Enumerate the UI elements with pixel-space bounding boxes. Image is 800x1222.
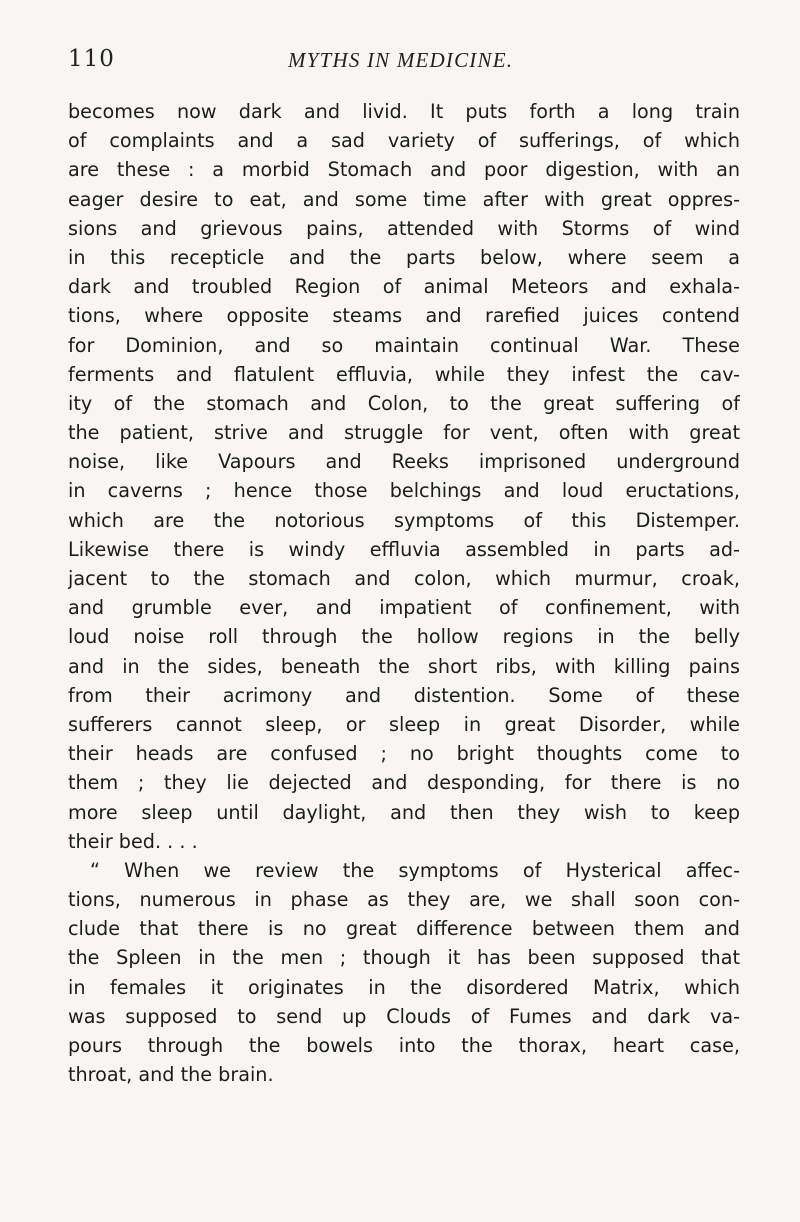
text-line: in this recepticle and the parts below, where seem a: [68, 245, 740, 269]
text-line: the patient, strive and struggle for vent, often with great: [68, 421, 740, 445]
text-line: noise, like Vapours and Reeks imprisoned underground: [68, 450, 740, 474]
body-text: [68, 97, 740, 1089]
text-line: their bed. . . .: [68, 829, 198, 853]
text-line: was supposed to send up Clouds of Fumes and dark va-: [68, 1004, 740, 1028]
text-line: dark and troubled Region of animal Meteors and exhala-: [68, 275, 740, 299]
running-title: MYTHS IN MEDICINE.: [288, 48, 514, 72]
text-line: ity of the stomach and Colon, to the great suffering of: [68, 391, 740, 415]
text-line: in females it originates in the disordered Matrix, which: [68, 975, 740, 999]
text-line: “ When we review the symptoms of Hysterical affec-: [90, 858, 740, 882]
text-line: throat, and the brain.: [68, 1063, 274, 1087]
text-line: jacent to the stomach and colon, which murmur, croak,: [68, 567, 740, 590]
text-line: of complaints and a sad variety of sufferings, of which: [68, 129, 740, 153]
text-line: tions, numerous in phase as they are, we shall soon con-: [68, 888, 740, 912]
text-line: their heads are confused ; no bright thoughts come to: [68, 742, 740, 766]
text-line: eager desire to eat, and some time after with great oppres-: [68, 187, 740, 211]
text-line: and grumble ever, and impatient of confinement, with: [68, 596, 740, 620]
text-line: sufferers cannot sleep, or sleep in great Disorder, while: [68, 712, 740, 736]
text-line: becomes now dark and livid. It puts forth a long train: [68, 100, 740, 123]
text-line: and in the sides, beneath the short ribs, with killing pains: [68, 654, 740, 678]
text-line: for Dominion, and so maintain continual War. These: [68, 333, 740, 357]
text-line: which are the notorious symptoms of this Distemper.: [68, 508, 740, 532]
text-line: more sleep until daylight, and then they wish to keep: [68, 800, 740, 824]
text-line: tions, where opposite steams and rarefied juices contend: [68, 304, 740, 328]
text-line: the Spleen in the men ; though it has been supposed that: [68, 946, 740, 970]
text-line: Likewise there is windy effluvia assembled in parts ad-: [68, 537, 740, 561]
text-line: from their acrimony and distention. Some of these: [68, 683, 740, 707]
text-line: clude that there is no great difference between them and: [68, 917, 740, 941]
text-line: in caverns ; hence those belchings and loud eructations,: [68, 479, 740, 503]
text-line: them ; they lie dejected and desponding, for there is no: [68, 771, 740, 795]
text-line: sions and grievous pains, attended with Storms of wind: [68, 216, 740, 240]
running-head: [68, 46, 740, 86]
page-number: 110: [68, 46, 115, 72]
text-line: are these : a morbid Stomach and poor digestion, with an: [68, 158, 740, 182]
text-line: ferments and flatulent effluvia, while they infest the cav-: [68, 362, 740, 386]
text-line: pours through the bowels into the thorax, heart case,: [68, 1034, 740, 1057]
text-line: loud noise roll through the hollow regions in the belly: [68, 625, 740, 649]
